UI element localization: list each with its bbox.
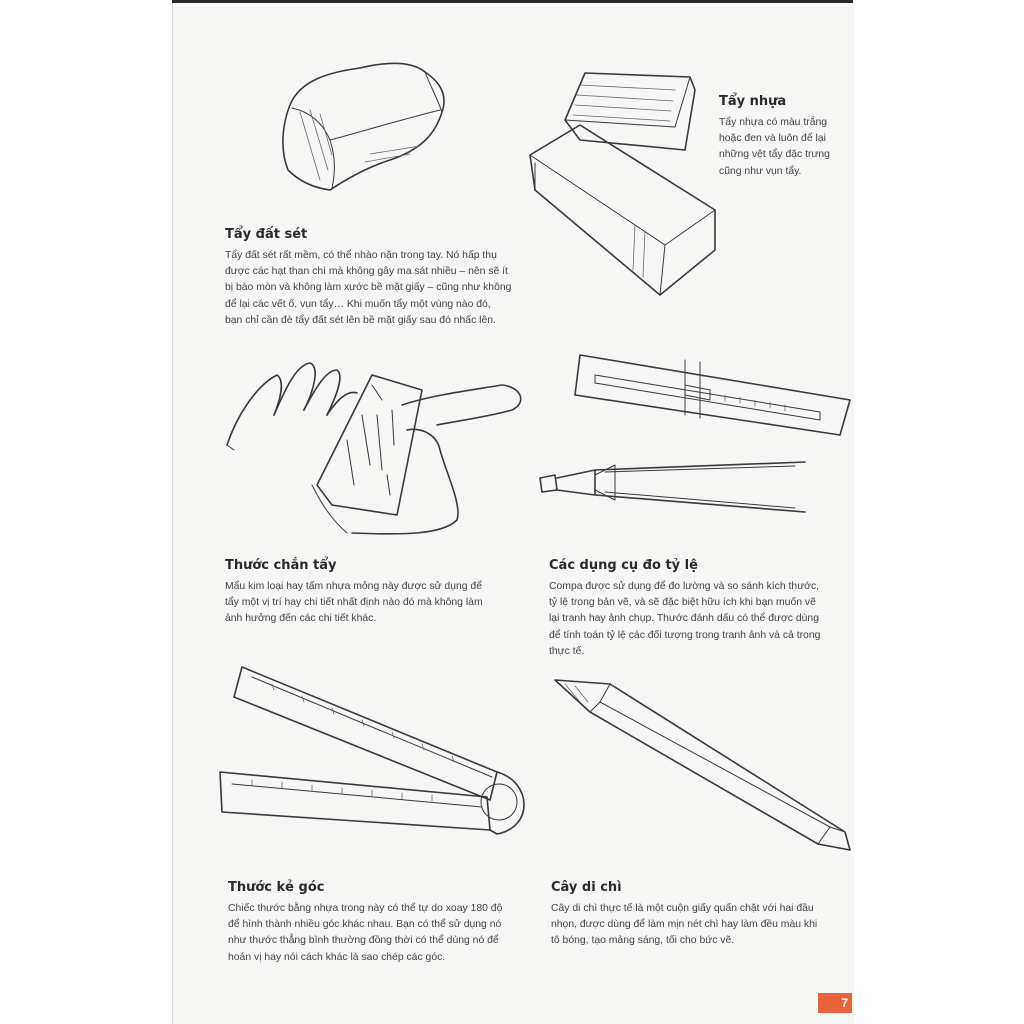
kneaded-eraser-line: bạn chỉ cần đè tẩy đất sét lên bề mặt giấy sau đó nhấc lên. <box>225 314 496 326</box>
eraser-shield-title: Thước chắn tẩy <box>225 558 337 573</box>
blending-stump-sketch <box>550 672 855 857</box>
plastic-eraser-title: Tẩy nhựa <box>719 94 787 109</box>
blending-stump-line: tô bóng, tạo mảng sáng, tối cho bức vẽ. <box>551 935 735 947</box>
page-number-badge: 7 <box>818 993 852 1013</box>
angle-ruler-line: hoán vị hay nói cách khác là sao chép các góc. <box>228 951 446 963</box>
eraser-shield-line: Mẩu kim loại hay tấm nhựa mỏng này được sử dụng để <box>225 581 482 592</box>
kneaded-eraser-section <box>225 227 555 329</box>
proportion-tools-line: thực tế. <box>549 645 585 657</box>
proportion-tools-line: tỷ lệ trong bản vẽ, và sẽ đặc biệt hữu ích khi bạn muốn vẽ <box>549 597 816 609</box>
plastic-eraser-line: Tẩy nhựa có màu trắng <box>719 117 828 128</box>
proportion-tools-line: để tính toán tỷ lệ các đối tượng trong tranh ảnh và cả trong <box>549 629 821 641</box>
plastic-eraser-text <box>719 115 859 180</box>
angle-ruler-line: Chiếc thước bằng nhựa trong này có thể tự do xoay 180 độ <box>228 903 503 914</box>
eraser-shield-section <box>225 558 545 628</box>
proportion-tools-title: Các dụng cụ đo tỷ lệ <box>549 558 698 573</box>
eraser-shield-text <box>225 579 545 628</box>
eraser-shield-line: tẩy một vị trí hay chi tiết nhất định nào đó mà không làm <box>225 597 483 609</box>
angle-ruler-line: để hình thành nhiều góc khác nhau. Bạn có thể sử dụng nó <box>228 919 502 931</box>
blending-stump-section <box>551 880 856 950</box>
kneaded-eraser-line: để lại các vết ố, vụn tẩy… Khi muốn tẩy một vùng nào đó, <box>225 298 491 310</box>
eraser-shield-in-hand-sketch <box>222 355 532 540</box>
plastic-eraser-line: hoặc đen và luôn để lại <box>719 133 826 145</box>
kneaded-eraser-line: được các hạt than chì mà không gây ma sát nhiều – nên sẽ ít <box>225 266 508 278</box>
kneaded-eraser-sketch <box>270 50 455 200</box>
kneaded-eraser-line: bị bào mòn và không làm xước bề mặt giấy – cũng như không <box>225 282 512 294</box>
blending-stump-line: nhọn, được dùng để làm mịn nét chì hay làm đều màu khi <box>551 919 818 931</box>
angle-ruler-section <box>228 880 548 966</box>
plastic-eraser-line: cũng như vụn tẩy. <box>719 165 802 177</box>
proportion-tools-section <box>549 558 859 660</box>
proportional-divider-and-compass-sketch <box>535 350 855 520</box>
angle-ruler-title: Thước kẻ góc <box>228 880 325 895</box>
angle-ruler-text <box>228 901 548 966</box>
proportion-tools-text <box>549 579 859 660</box>
folding-angle-ruler-sketch <box>212 662 537 842</box>
plastic-eraser-section <box>719 94 859 180</box>
plastic-eraser-line: những vệt tẩy đặc trưng <box>719 149 830 161</box>
angle-ruler-line: như thước thẳng bình thường đồng thời có thể dùng nó để <box>228 935 499 947</box>
kneaded-eraser-text <box>225 248 555 329</box>
kneaded-eraser-title: Tẩy đất sét <box>225 227 308 242</box>
kneaded-eraser-line: Tẩy đất sét rất mềm, có thể nhào nặn trong tay. Nó hấp thụ <box>225 250 497 261</box>
eraser-shield-line: ảnh hưởng đến các chi tiết khác. <box>225 613 377 625</box>
blending-stump-text <box>551 901 856 950</box>
page-top-edge <box>172 0 853 3</box>
proportion-tools-line: lại tranh hay ảnh chụp. Thước đánh dấu có thể được dùng <box>549 613 819 625</box>
blending-stump-line: Cây di chì thực tế là một cuộn giấy quấn chặt với hai đầu <box>551 903 814 914</box>
blending-stump-title: Cây di chì <box>551 880 622 895</box>
proportion-tools-line: Compa được sử dụng để đo lường và so sánh kích thước, <box>549 581 820 592</box>
